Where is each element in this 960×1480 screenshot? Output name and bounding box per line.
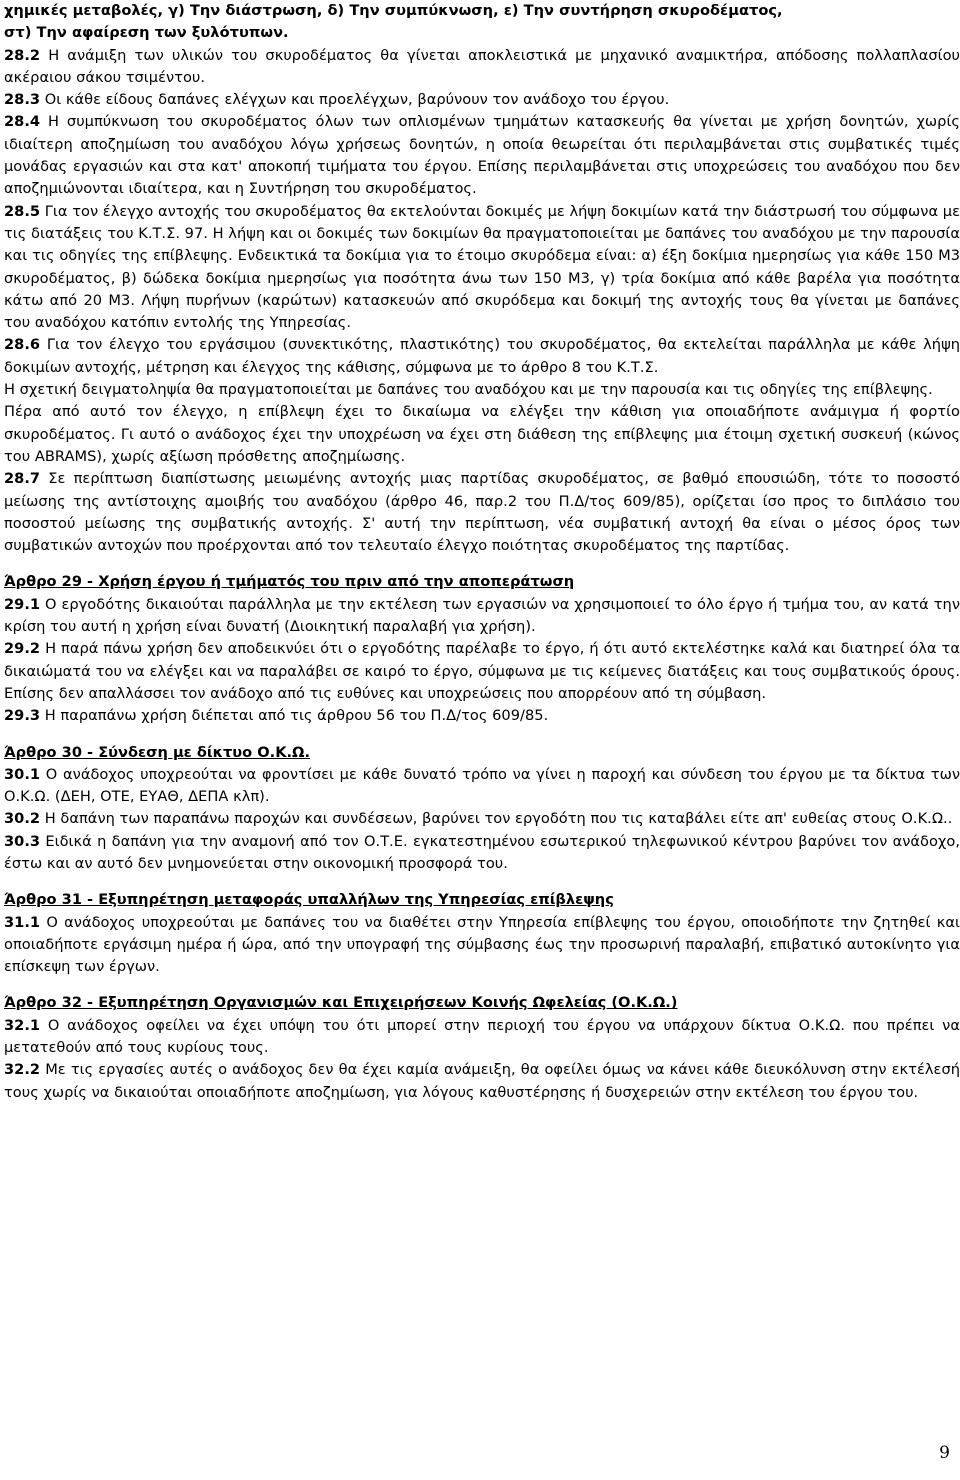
paragraph-32-1 [4,1015,960,1060]
paragraph-30-1 [4,764,960,809]
paragraph-number: 28.4 [4,113,41,131]
article-31-heading: Άρθρο 31 - Εξυπηρέτηση μεταφοράς υπαλλήλων της Υπηρεσίας επίβλεψης [4,891,614,909]
paragraph-30-3 [4,831,960,876]
paragraph-text: Οι κάθε είδους δαπάνες ελέγχων και προελέγχων, βαρύνουν τον ανάδοχο του έργου. [40,91,670,109]
paragraph-number: 28.5 [4,202,41,220]
paragraph-number: 29.3 [4,707,41,725]
paragraph-text: Ειδικά η δαπάνη για την αναμονή από τον Ο.Τ.Ε. εγκατεστημένου εσωτερικού τηλεφωνικού κέντρου βαρύνει τον ανάδοχο, έστω και αν αυτό δεν μνημονεύεται στην οικονομική προσφορά του. [4,832,960,872]
paragraph-text: Σε περίπτωση διαπίστωσης μειωμένης αντοχής μιας παρτίδας σκυροδέματος, σε βαθμό επουσιώδη, τότε το ποσοστό μείωσης της αντίστοιχης αμοιβής του αναδόχου (άρθρο 46, παρ.2 του Π.Δ/τος 609/85), ορίζεται ίσο προς το διπλάσιο του ποσοστού μείωσης της συμβατικής αντοχής. Σ' αυτή την περίπτωση, νέα συμβατική αντοχή θα είναι ο μέσος όρος των συμβατικών αντοχών που προέρχονται από τον τελευταίο έλεγχο ποιότητας σκυροδέματος της παρτίδας. [4,470,960,555]
paragraph-text: Ο ανάδοχος υποχρεούται να φροντίσει με κάθε δυνατό τρόπο να γίνει η παροχή και σύνδεση του έργου με τα δίκτυα των Ο.Κ.Ω. (ΔΕΗ, ΟΤΕ, ΕΥΑΘ, ΔΕΠΑ κλπ). [4,765,960,806]
section-gap [4,728,960,742]
section-gap [4,978,960,992]
paragraph-31-1 [4,912,960,979]
paragraph-30-2 [4,808,960,830]
paragraph-28-6 [4,334,960,379]
paragraph-number: 29.2 [4,640,41,658]
paragraph-text: Η παρά πάνω χρήση δεν αποδεικνύει ότι ο εργοδότης παρέλαβε το έργο, ή ότι αυτό εκτελέστηκε καλά και διατηρεί όλα τα δικαιώματά του να ελέγξει και να παραλάβει σε καιρό το έργο, σύμφωνα με τις κείμενες διατάξεις και τους συμβατικούς όρους. Επίσης δεν απαλλάσσει τον ανάδοχο από τις ευθύνες και υποχρεώσεις που απορρέουν από τη σύμβαση. [4,640,960,702]
paragraph-text: Με τις εργασίες αυτές ο ανάδοχος δεν θα έχει καμία ανάμειξη, θα οφείλει όμως να κάνει κάθε διευκόλυνση στην εκτέλεσή τους χωρίς να δικαιούται οποιαδήποτε αποζημίωση, για λόγους καθυστέρησης ή δυσχερειών στην εκτέλεση του έργου του. [4,1061,960,1101]
paragraph-number: 31.1 [4,913,41,931]
paragraph-28-6-sampling: Η σχετική δειγματοληψία θα πραγματοποιείται με δαπάνες του αναδόχου και με την παρουσία και τις οδηγίες της επίβλεψης. [4,381,933,399]
paragraph-28-5 [4,201,960,335]
paragraph-28-4 [4,111,960,200]
article-30-heading: Άρθρο 30 - Σύνδεση με δίκτυο Ο.Κ.Ω. [4,743,310,761]
page-number: 9 [939,1443,950,1463]
paragraph-number: 28.3 [4,91,41,109]
article-32-heading: Άρθρο 32 - Εξυπηρέτηση Οργανισμών και Επιχειρήσεων Κοινής Ωφελείας (Ο.Κ.Ω.) [4,994,678,1012]
paragraph-number: 28.2 [4,46,41,64]
paragraph-28-7 [4,468,960,557]
paragraph-28-2 [4,45,960,90]
section-gap [4,875,960,889]
paragraph-number: 30.3 [4,832,41,850]
paragraph-number: 28.7 [4,470,41,488]
paragraph-28-6-slump: Πέρα από αυτό τον έλεγχο, η επίβλεψη έχει το δικαίωμα να ελέγξει την κάθιση για οποιαδήποτε ανάμιγμα ή φορτίο σκυροδέματος. Γι αυτό ο ανάδοχος έχει την υποχρέωση να έχει στη διάθεση της επίβλεψης μια έτοιμη σχετική συσκευή (κώνος του ABRAMS), χωρίς αξίωση πρόσθετης αποζημίωσης. [4,403,960,465]
paragraph-text: Η παραπάνω χρήση διέπεται από τις άρθρου 56 του Π.Δ/τος 609/85. [40,707,549,725]
paragraph-28-3 [4,89,960,111]
paragraph-number: 29.1 [4,595,41,613]
paragraph-number: 30.2 [4,810,41,828]
intro-line-2: στ) Την αφαίρεση των ξυλότυπων. [4,24,289,42]
paragraph-text: Η δαπάνη των παραπάνω παροχών και συνδέσεων, βαρύνει τον εργοδότη που τις καταβάλει είτε απ' ευθείας στους Ο.Κ.Ω.. [40,810,953,828]
intro-line-1: χημικές μεταβολές, γ) Την διάστρωση, δ) Την συμπύκνωση, ε) Την συντήρηση σκυροδέματος, [4,2,783,19]
paragraph-number: 32.1 [4,1016,41,1034]
paragraph-29-3 [4,705,960,727]
article-29-heading: Άρθρο 29 - Χρήση έργου ή τμήματός του πριν από την αποπεράτωση [4,573,575,591]
intro-text [4,0,960,45]
paragraph-text: Ο ανάδοχος υποχρεούται με δαπάνες του να διαθέτει στην Υπηρεσία επίβλεψης του έργου, οποιοδήποτε την ζητηθεί και οποιαδήποτε εργάσιμη ημέρα ή ώρα, από την υπογραφή της σύμβασης έως την προσωρινή παραλαβή, επιβατικό αυτοκίνητο για επίσκεψη των έργων. [4,913,960,976]
document-page [4,0,960,1104]
section-gap [4,557,960,571]
paragraph-number: 28.6 [4,336,41,354]
paragraph-number: 32.2 [4,1061,41,1079]
paragraph-29-2 [4,638,960,705]
paragraph-32-2 [4,1059,960,1104]
paragraph-text: Για τον έλεγχο του εργάσιμου (συνεκτικότης, πλαστικότης) του σκυροδέματος, θα εκτελείται παράλληλα με κάθε λήψη δοκιμίων αντοχής, μέτρηση και έλεγχος της κάθισης, σύμφωνα με το άρθρο 8 του Κ.Τ.Σ. [4,336,960,376]
paragraph-29-1 [4,594,960,639]
paragraph-number: 30.1 [4,765,41,783]
paragraph-text: Ο εργοδότης δικαιούται παράλληλα με την εκτέλεση των εργασιών να χρησιμοποιεί το όλο έργο ή τμήμα του, αν κατά την κρίση του αυτή η χρήση είναι δυνατή (Διοικητική παραλαβή για χρήση). [4,595,960,636]
paragraph-text: Η συμπύκνωση του σκυροδέματος όλων των οπλισμένων τμημάτων κατασκευής θα γίνεται με χρήση δονητών, χωρίς ιδιαίτερη αποζημίωση του αναδόχου λόγω χρήσεως δονητών, η οποία θεωρείται ότι περιλαμβάνεται στις συμβατικές τιμές μονάδας εργασιών και στα κατ' αποκοπή τιμήματα του έργου. Επίσης περιλαμβάνεται στις υποχρεώσεις του αναδόχου που δεν αποζημιώνονται ιδιαίτερα, και η Συντήρηση του σκυροδέματος. [4,113,960,198]
paragraph-text: Η ανάμιξη των υλικών του σκυροδέματος θα γίνεται αποκλειστικά με μηχανικό αναμικτήρα, απόδοσης πολλαπλασίου ακέραιου σάκου τσιμέντου. [4,46,960,86]
paragraph-text: Για τον έλεγχο αντοχής του σκυροδέματος θα εκτελούνται δοκιμές με λήψη δοκιμίων κατά την διάστρωσή του σύμφωνα με τις διατάξεις του Κ.Τ.Σ. 97. Η λήψη και οι δοκιμές των δοκιμίων θα πραγματοποιείται με δαπάνες του αναδόχου με την παρουσία και τις οδηγίες της επίβλεψης. Ενδεικτικά τα δοκίμια για το έτοιμο σκυρόδεμα είναι: α) έξη δοκίμια ημερησίως για κάθε 150 Μ3 σκυροδέματος, β) δώδεκα δοκίμια ημερησίως για ποσότητα άνω των 150 Μ3, γ) τρία δοκίμια από κάθε βαρέλα για ποσότητα κάτω από 20 Μ3. Λήψη πυρήνων (καρώτων) κατασκευών από σκυρόδεμα και δοκιμή της αντοχής τους θα γίνεται με δαπάνες του αναδόχου κατόπιν εντολής της Υπηρεσίας. [4,202,960,332]
paragraph-text: Ο ανάδοχος οφείλει να έχει υπόψη του ότι μπορεί στην περιοχή του έργου να υπάρχουν δίκτυα Ο.Κ.Ω. που πρέπει να μετατεθούν από τους κυρίους τους. [4,1016,960,1057]
